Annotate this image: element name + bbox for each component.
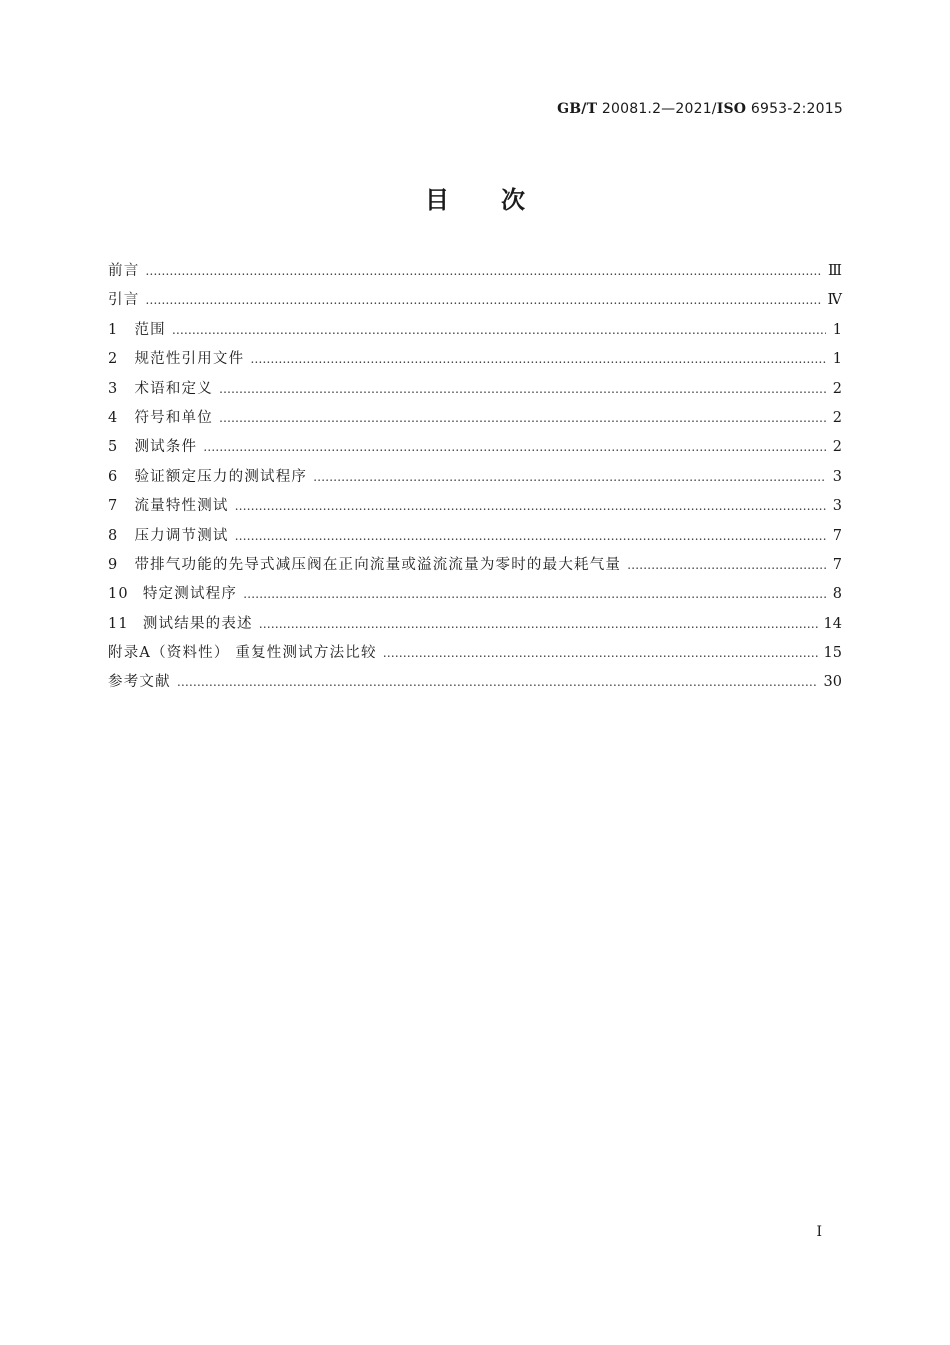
toc-entry-page: 7 <box>832 527 842 544</box>
toc-entry[interactable] <box>108 345 842 374</box>
toc-entry-number: 2 <box>108 351 119 368</box>
toc-entry-page: Ⅳ <box>827 292 842 309</box>
table-of-contents <box>108 257 842 698</box>
code-iso-number: 6953-2:2015 <box>746 101 843 117</box>
toc-entry-leader <box>383 639 818 668</box>
toc-entry-number: 8 <box>108 527 119 544</box>
toc-entry-label: 范围 <box>134 321 166 338</box>
toc-entry-number: 3 <box>108 380 119 397</box>
toc-entry-number: 4 <box>108 409 119 426</box>
toc-entry-page: 2 <box>832 439 842 456</box>
toc-entry[interactable] <box>108 404 842 433</box>
toc-entry-page: 3 <box>832 468 842 485</box>
toc-entry-label: 附录A（资料性） 重复性测试方法比较 <box>108 645 377 662</box>
toc-entry-leader <box>250 345 826 374</box>
toc-entry-page: 1 <box>832 321 842 338</box>
document-code <box>557 101 843 117</box>
toc-entry-leader <box>243 580 826 609</box>
toc-entry[interactable] <box>108 433 842 462</box>
toc-entry-label: 引言 <box>108 292 140 309</box>
toc-entry-page: 30 <box>823 674 842 691</box>
toc-entry-leader <box>627 551 826 580</box>
toc-entry-page: 3 <box>832 498 842 515</box>
toc-entry-label: 测试结果的表述 <box>142 615 253 632</box>
toc-entry[interactable] <box>108 286 842 315</box>
page-title: 目次 <box>425 186 577 214</box>
toc-entry-page: 7 <box>832 556 842 573</box>
toc-entry-page: Ⅲ <box>828 263 842 279</box>
toc-entry-leader <box>219 375 826 404</box>
toc-entry-leader <box>259 610 818 639</box>
toc-entry[interactable] <box>108 639 842 668</box>
toc-entry-number: 5 <box>108 439 119 456</box>
toc-entry-leader <box>219 404 826 433</box>
toc-entry[interactable] <box>108 522 842 551</box>
toc-entry-leader <box>172 316 826 345</box>
toc-entry-leader <box>313 463 826 492</box>
toc-entry-page: 15 <box>823 645 842 662</box>
code-iso-prefix: ISO <box>716 101 747 117</box>
toc-entry-number: 10 <box>108 586 129 603</box>
toc-entry[interactable] <box>108 580 842 609</box>
toc-entry[interactable] <box>108 316 842 345</box>
toc-entry-leader <box>203 433 826 462</box>
toc-entry-page: 2 <box>832 409 842 426</box>
toc-entry-leader <box>145 286 821 315</box>
toc-entry-number: 11 <box>108 615 129 632</box>
toc-entry-label: 测试条件 <box>134 439 198 456</box>
toc-entry-number: 1 <box>108 321 119 338</box>
toc-entry-label: 规范性引用文件 <box>134 351 245 368</box>
toc-entry[interactable] <box>108 375 842 404</box>
toc-entry-label: 特定测试程序 <box>142 586 238 603</box>
toc-entry[interactable] <box>108 668 842 697</box>
toc-entry-number: 9 <box>108 556 119 573</box>
toc-entry-page: 2 <box>832 380 842 397</box>
toc-entry-label: 参考文献 <box>108 674 171 691</box>
toc-entry[interactable] <box>108 551 842 580</box>
toc-entry-leader <box>235 522 826 551</box>
code-number: 20081.2—2021/ <box>597 101 717 117</box>
toc-entry-page: 8 <box>832 586 842 603</box>
toc-entry[interactable] <box>108 257 842 286</box>
toc-entry-leader <box>145 257 822 286</box>
toc-entry-leader <box>235 492 826 521</box>
toc-entry-page: 1 <box>832 351 842 368</box>
toc-entry-label: 流量特性测试 <box>134 498 229 515</box>
code-prefix: GB/T <box>557 101 598 117</box>
toc-entry-number: 7 <box>108 498 119 515</box>
toc-entry-label: 符号和单位 <box>134 409 213 426</box>
page-number: I <box>816 1224 822 1240</box>
toc-entry-page: 14 <box>823 615 842 632</box>
toc-entry[interactable] <box>108 492 842 521</box>
toc-entry-label: 压力调节测试 <box>134 527 229 544</box>
toc-entry[interactable] <box>108 463 842 492</box>
toc-entry-number: 6 <box>108 468 119 485</box>
toc-entry-label: 术语和定义 <box>134 380 213 397</box>
toc-entry-label: 验证额定压力的测试程序 <box>134 468 308 485</box>
toc-entry-label: 前言 <box>108 263 140 279</box>
toc-entry-leader <box>177 668 818 697</box>
toc-entry[interactable] <box>108 610 842 639</box>
toc-entry-label: 带排气功能的先导式减压阀在正向流量或溢流流量为零时的最大耗气量 <box>134 556 622 573</box>
